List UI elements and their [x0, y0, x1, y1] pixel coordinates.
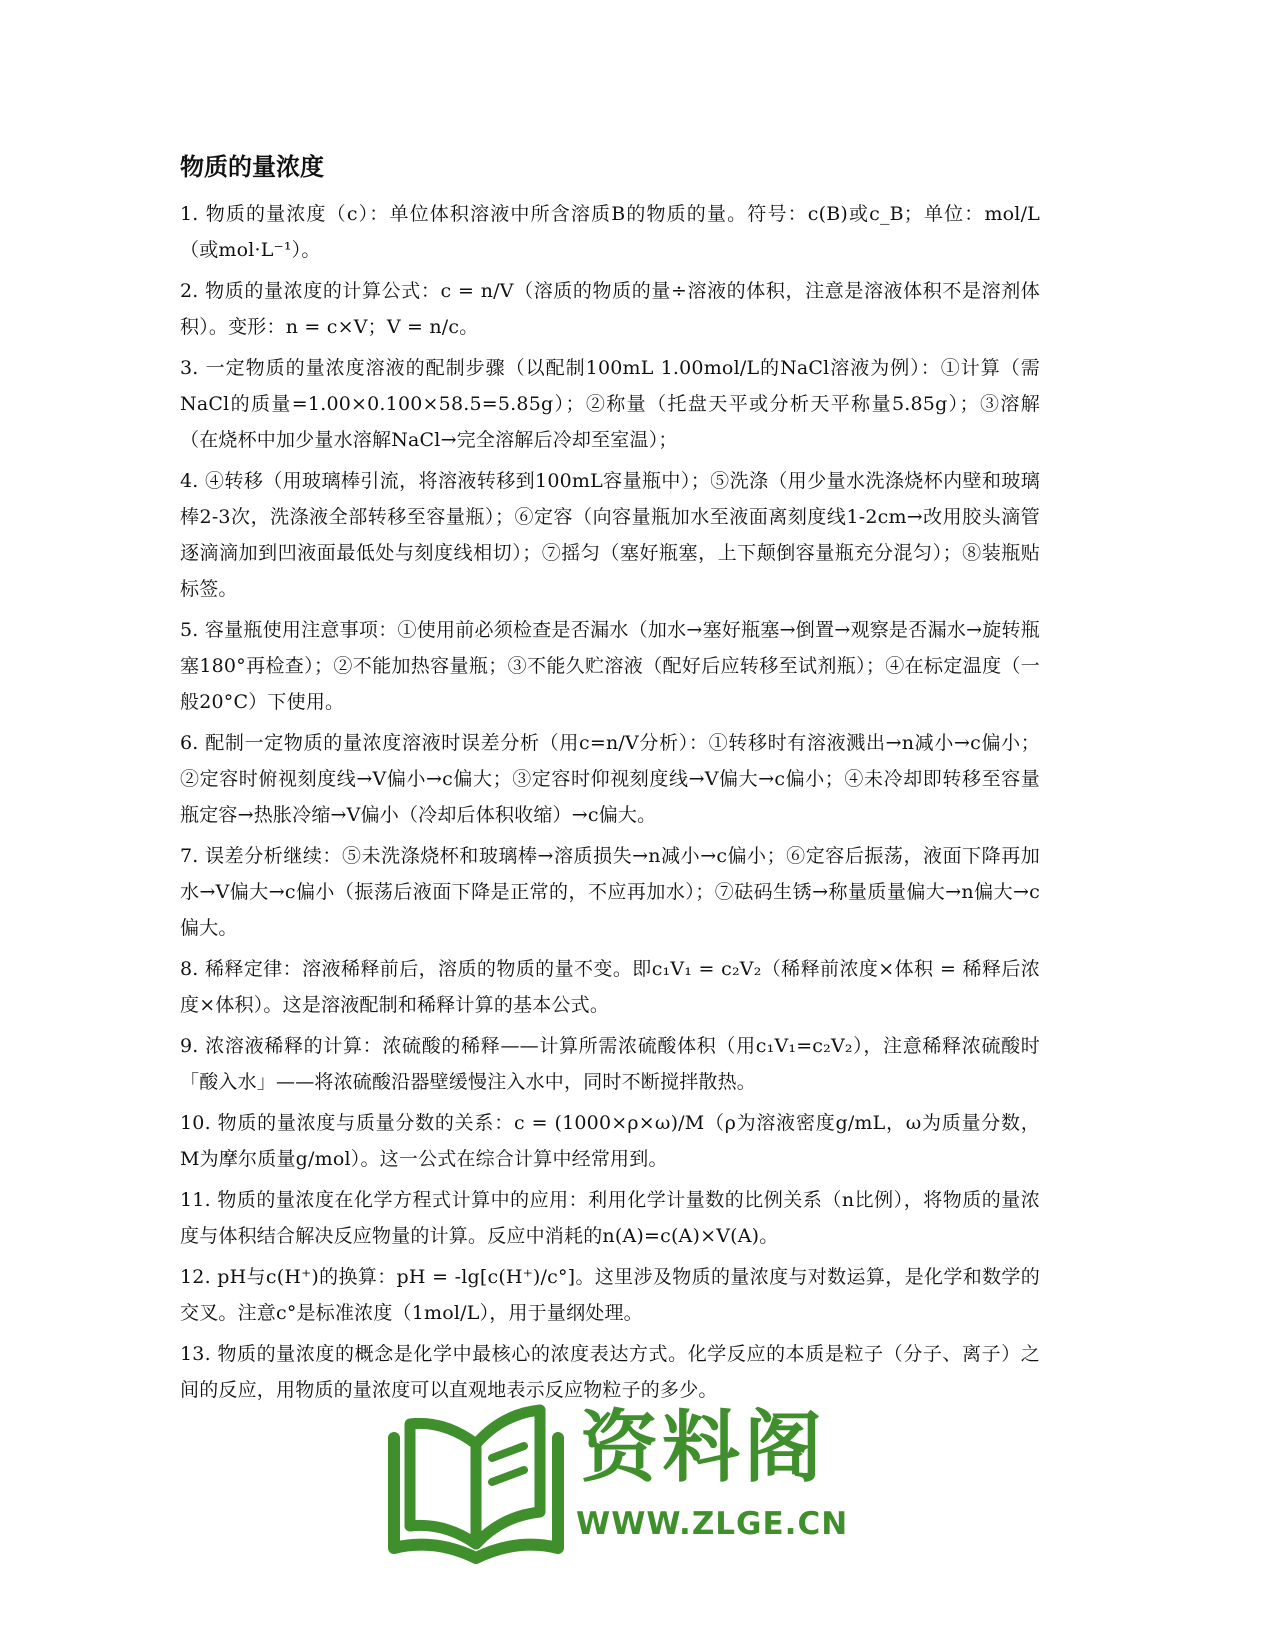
paragraph-3: 3. 一定物质的量浓度溶液的配制步骤（以配制100mL 1.00mol/L的NaCl溶液为例）：①计算（需NaCl的质量=1.00×0.100×58.5=5.85g）；②称量（托盘天平或分析天平称量5.85g）；③溶解（在烧杯中加少量水溶解NaCl→完全溶解后冷却至室温）；	[180, 357, 1040, 451]
document-title: 物质的量浓度	[180, 153, 324, 181]
watermark-title: 资料阁	[580, 1403, 827, 1493]
paragraph-1: 1. 物质的量浓度（c）：单位体积溶液中所含溶质B的物质的量。符号：c(B)或c_B；单位：mol/L（或mol·L⁻¹）。	[180, 203, 1040, 261]
paragraph-5: 5. 容量瓶使用注意事项：①使用前必须检查是否漏水（加水→塞好瓶塞→倒置→观察是否漏水→旋转瓶塞180°再检查）；②不能加热容量瓶；③不能久贮溶液（配好后应转移至试剂瓶）；④在标定温度（一般20°C）下使用。	[180, 619, 1040, 713]
paragraph-11: 11. 物质的量浓度在化学方程式计算中的应用：利用化学计量数的比例关系（n比例），将物质的量浓度与体积结合解决反应物量的计算。反应中消耗的n(A)=c(A)×V(A)。	[180, 1189, 1040, 1247]
document-page	[180, 150, 1040, 1413]
paragraph-2: 2. 物质的量浓度的计算公式：c = n/V（溶质的物质的量÷溶液的体积，注意是溶液体积不是溶剂体积）。变形：n = c×V；V = n/c。	[180, 280, 1040, 338]
watermark-logo	[380, 1400, 849, 1560]
paragraph-8: 8. 稀释定律：溶液稀释前后，溶质的物质的量不变。即c₁V₁ = c₂V₂（稀释前浓度×体积 = 稀释后浓度×体积）。这是溶液配制和稀释计算的基本公式。	[180, 958, 1040, 1016]
paragraph-13: 13. 物质的量浓度的概念是化学中最核心的浓度表达方式。化学反应的本质是粒子（分子、离子）之间的反应，用物质的量浓度可以直观地表示反应物粒子的多少。	[180, 1343, 1040, 1401]
paragraph-10: 10. 物质的量浓度与质量分数的关系：c = (1000×ρ×ω)/M（ρ为溶液密度g/mL，ω为质量分数，M为摩尔质量g/mol）。这一公式在综合计算中经常用到。	[180, 1112, 1040, 1170]
paragraph-6: 6. 配制一定物质的量浓度溶液时误差分析（用c=n/V分析）：①转移时有溶液溅出→n减小→c偏小；②定容时俯视刻度线→V偏小→c偏大；③定容时仰视刻度线→V偏大→c偏小；④未冷却即转移至容量瓶定容→热胀冷缩→V偏小（冷却后体积收缩）→c偏大。	[180, 732, 1040, 826]
open-book-icon	[380, 1400, 570, 1570]
paragraph-7: 7. 误差分析继续：⑤未洗涤烧杯和玻璃棒→溶质损失→n减小→c偏小；⑥定容后振荡，液面下降再加水→V偏大→c偏小（振荡后液面下降是正常的，不应再加水）；⑦砝码生锈→称量质量偏大→n偏大→c偏大。	[180, 845, 1040, 939]
paragraph-9: 9. 浓溶液稀释的计算：浓硫酸的稀释——计算所需浓硫酸体积（用c₁V₁=c₂V₂），注意稀释浓硫酸时「酸入水」——将浓硫酸沿器壁缓慢注入水中，同时不断搅拌散热。	[180, 1035, 1040, 1093]
paragraph-4: 4. ④转移（用玻璃棒引流，将溶液转移到100mL容量瓶中）；⑤洗涤（用少量水洗涤烧杯内壁和玻璃棒2-3次，洗涤液全部转移至容量瓶）；⑥定容（向容量瓶加水至液面离刻度线1-2cm→改用胶头滴管逐滴滴加到凹液面最低处与刻度线相切）；⑦摇匀（塞好瓶塞，上下颠倒容量瓶充分混匀）；⑧装瓶贴标签。	[180, 470, 1040, 600]
paragraph-12: 12. pH与c(H⁺)的换算：pH = -lg[c(H⁺)/c°]。这里涉及物质的量浓度与对数运算，是化学和数学的交叉。注意c°是标准浓度（1mol/L），用于量纲处理。	[180, 1266, 1040, 1324]
watermark-url: WWW.ZLGE.CN	[576, 1506, 849, 1542]
